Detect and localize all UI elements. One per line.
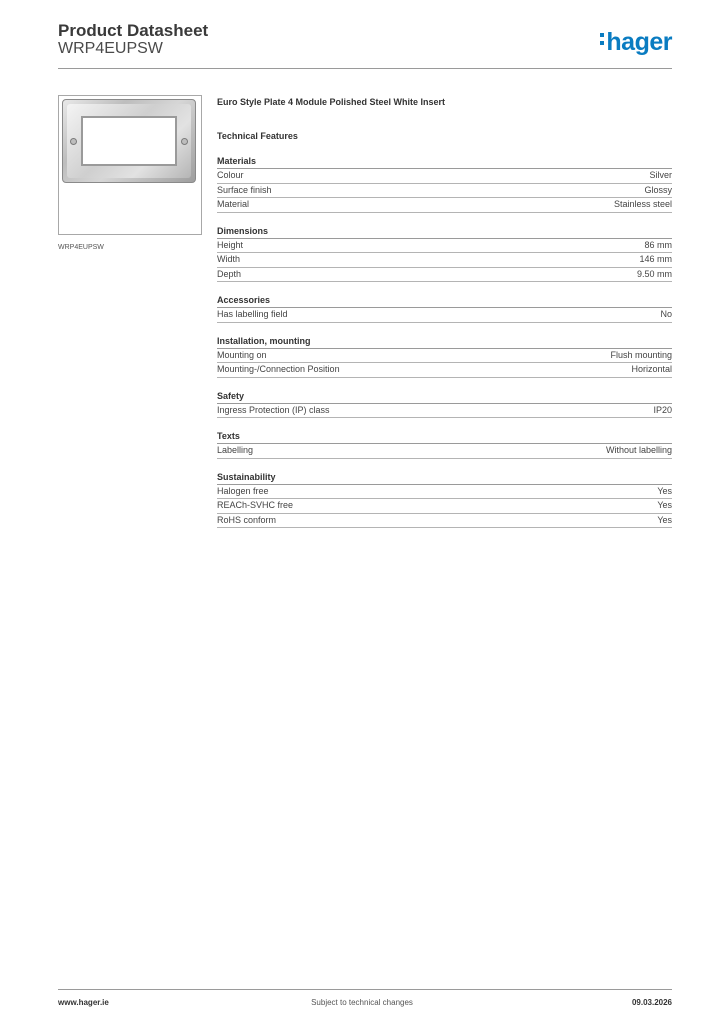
product-code: WRP4EUPSW	[58, 40, 163, 57]
spec-value: Yes	[657, 485, 672, 496]
spec-section	[217, 390, 672, 419]
section-title: Texts	[217, 430, 672, 444]
spec-row	[217, 198, 672, 213]
spec-row	[217, 404, 672, 419]
spec-label: Surface finish	[217, 184, 272, 195]
footer-divider	[58, 989, 672, 990]
spec-value: Flush mounting	[610, 349, 672, 360]
white-insert	[81, 116, 177, 166]
spec-content	[217, 96, 672, 528]
spec-value: Glossy	[644, 184, 672, 195]
spec-value: Horizontal	[631, 364, 672, 374]
spec-label: Ingress Protection (IP) class	[217, 404, 330, 415]
spec-row	[217, 444, 672, 459]
spec-section	[217, 155, 672, 213]
spec-label: Halogen free	[217, 485, 269, 496]
spec-value: Yes	[657, 500, 672, 510]
spec-row	[217, 169, 672, 184]
spec-value: 9.50 mm	[636, 268, 672, 279]
spec-value: Silver	[649, 170, 672, 180]
spec-label: Depth	[217, 268, 242, 279]
spec-section	[217, 471, 672, 529]
spec-section	[217, 430, 672, 459]
spec-label: RoHS conform	[217, 514, 277, 525]
spec-value: Stainless steel	[613, 199, 672, 209]
spec-label: Material	[217, 199, 250, 209]
image-caption: WRP4EUPSW	[58, 244, 104, 251]
section-title: Safety	[217, 390, 672, 404]
screw-right	[181, 138, 188, 145]
hager-logo	[600, 28, 672, 57]
section-title: Dimensions	[217, 225, 672, 239]
spec-row	[217, 514, 672, 529]
spec-label: Mounting-/Connection Position	[217, 364, 340, 374]
spec-label: REACh-SVHC free	[217, 500, 294, 510]
spec-section	[217, 335, 672, 378]
spec-value: No	[660, 309, 672, 319]
spec-row	[217, 349, 672, 364]
section-title: Materials	[217, 155, 672, 169]
footer-note: Subject to technical changes	[311, 998, 413, 1007]
spec-label: Labelling	[217, 445, 254, 455]
spec-row	[217, 253, 672, 268]
spec-value: 146 mm	[639, 254, 672, 264]
footer-date: 09.03.2026	[631, 998, 672, 1007]
spec-row	[217, 485, 672, 500]
spec-row	[217, 363, 672, 378]
spec-row	[217, 239, 672, 254]
page-title: Product Datasheet	[58, 21, 209, 40]
product-name: Euro Style Plate 4 Module Polished Steel White Insert	[217, 97, 446, 107]
footer-website: www.hager.ie	[58, 998, 109, 1007]
product-image-frame	[58, 95, 202, 235]
spec-value: IP20	[653, 404, 672, 415]
spec-value: Without labelling	[605, 445, 672, 455]
spec-label: Mounting on	[217, 349, 267, 360]
logo-text: hager	[606, 28, 672, 56]
spec-label: Height	[217, 239, 244, 250]
spec-label: Has labelling field	[217, 309, 288, 319]
spec-label: Colour	[217, 170, 244, 180]
product-image	[62, 99, 196, 183]
spec-section	[217, 294, 672, 323]
technical-features-heading: Technical Features	[217, 131, 298, 141]
logo-colon-mark	[600, 29, 606, 49]
section-title: Sustainability	[217, 471, 672, 485]
spec-sections	[217, 155, 672, 528]
spec-row	[217, 268, 672, 283]
spec-value: Yes	[657, 514, 672, 525]
spec-value: 86 mm	[644, 239, 672, 250]
screw-left	[70, 138, 77, 145]
spec-section	[217, 225, 672, 283]
section-title: Accessories	[217, 294, 672, 308]
spec-row	[217, 184, 672, 199]
spec-row	[217, 499, 672, 514]
spec-row	[217, 308, 672, 323]
section-title: Installation, mounting	[217, 335, 672, 349]
header-divider	[58, 68, 672, 69]
spec-label: Width	[217, 254, 241, 264]
